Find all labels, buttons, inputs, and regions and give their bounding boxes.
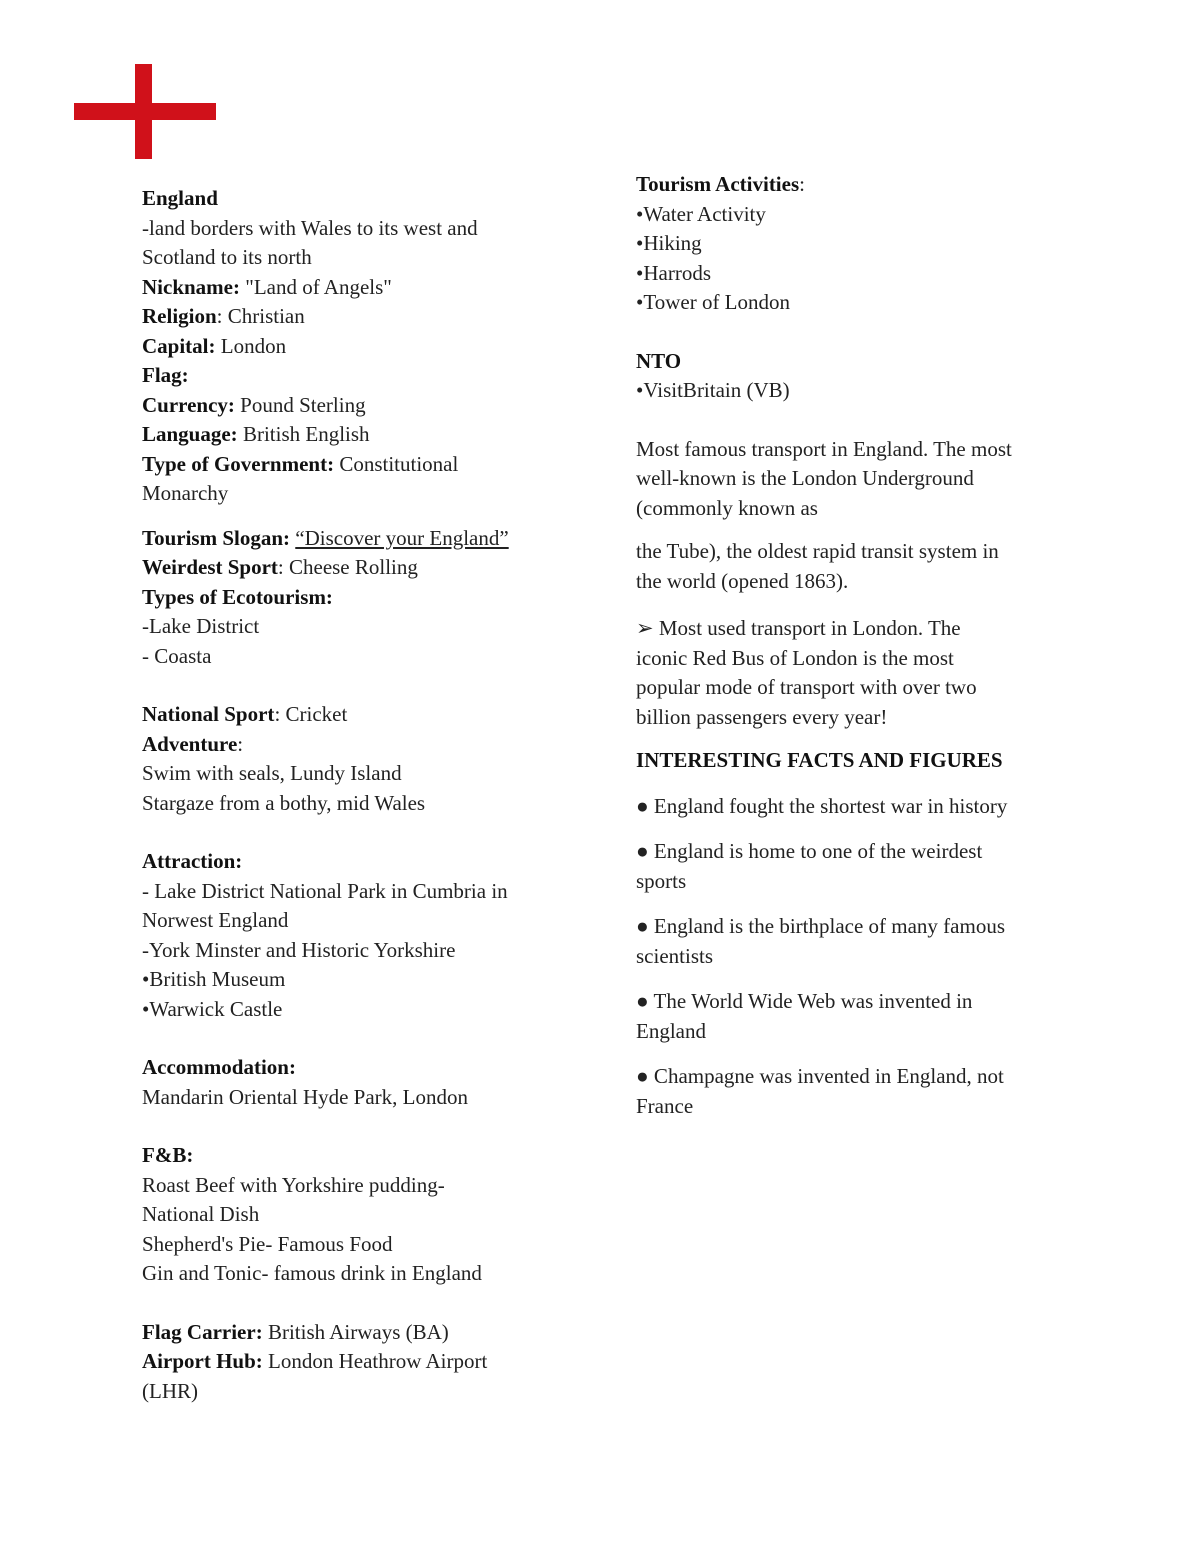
nto-heading: NTO bbox=[636, 348, 682, 373]
fact-item: ● England is home to one of the weirdest bbox=[636, 839, 983, 863]
ecotourism-item: - Coasta bbox=[142, 643, 212, 668]
attraction-item: -York Minster and Historic Yorkshire bbox=[142, 937, 456, 962]
adventure-item: Swim with seals, Lundy Island bbox=[142, 761, 402, 785]
fnb-heading: F&B: bbox=[142, 1143, 194, 1167]
fact-item: ● England fought the shortest war in history bbox=[636, 793, 1008, 818]
adventure-heading: Adventure: bbox=[142, 731, 244, 756]
transport-paragraph-1: (commonly known as bbox=[636, 495, 818, 520]
fact-item: ● England is the birthplace of many famous bbox=[636, 914, 1006, 938]
fact-item-cont: scientists bbox=[636, 943, 713, 968]
government-row-cont: Monarchy bbox=[142, 481, 229, 505]
transport-paragraph-3: billion passengers every year! bbox=[636, 704, 888, 729]
right-column bbox=[636, 170, 1076, 1121]
accommodation-heading: Accommodation: bbox=[142, 1055, 296, 1079]
activities-heading: Tourism Activities: bbox=[636, 172, 805, 196]
fact-item: ● The World Wide Web was invented in bbox=[636, 989, 973, 1013]
flag-carrier-row: Flag Carrier: British Airways (BA) bbox=[142, 1319, 449, 1344]
ecotourism-heading: Types of Ecotourism: bbox=[142, 584, 333, 609]
page-title: England bbox=[142, 186, 218, 210]
fact-item: ● Champagne was invented in England, not bbox=[636, 1064, 1004, 1088]
ecotourism-item: -Lake District bbox=[142, 614, 260, 638]
facts-heading: INTERESTING FACTS AND FIGURES bbox=[636, 748, 1003, 772]
capital-row: Capital: London bbox=[142, 333, 287, 358]
fact-item-cont: sports bbox=[636, 868, 687, 893]
borders-line-2: Scotland to its north bbox=[142, 245, 312, 269]
language-row: Language: British English bbox=[142, 422, 370, 446]
transport-paragraph-3: popular mode of transport with over two bbox=[636, 675, 977, 699]
fact-item-cont: France bbox=[636, 1093, 694, 1118]
transport-paragraph-2: the world (opened 1863). bbox=[636, 568, 849, 593]
borders-line-1: -land borders with Wales to its west and bbox=[142, 215, 478, 240]
attraction-item: •Warwick Castle bbox=[142, 996, 283, 1021]
airport-hub-row-cont: (LHR) bbox=[142, 1378, 198, 1403]
nto-item: •VisitBritain (VB) bbox=[636, 378, 790, 402]
slogan-row: Tourism Slogan: “Discover your England” bbox=[142, 525, 509, 550]
attraction-heading: Attraction: bbox=[142, 849, 243, 873]
left-column bbox=[142, 184, 582, 1406]
airport-hub-row: Airport Hub: London Heathrow Airport bbox=[142, 1349, 488, 1373]
government-row: Type of Government: Constitutional bbox=[142, 451, 459, 476]
transport-paragraph-1: Most famous transport in England. The most bbox=[636, 436, 1012, 461]
religion-row: Religion: Christian bbox=[142, 304, 305, 328]
activity-item: •Harrods bbox=[636, 260, 711, 285]
accommodation-value: Mandarin Oriental Hyde Park, London bbox=[142, 1084, 469, 1109]
activity-item: •Water Activity bbox=[636, 201, 766, 226]
fnb-item: National Dish bbox=[142, 1202, 260, 1226]
flag-row: Flag: bbox=[142, 363, 189, 387]
transport-paragraph-3: ➢ Most used transport in London. The bbox=[636, 616, 961, 640]
currency-row: Currency: Pound Sterling bbox=[142, 392, 366, 417]
national-sport-row: National Sport: Cricket bbox=[142, 702, 348, 726]
weirdest-sport-row: Weirdest Sport: Cheese Rolling bbox=[142, 555, 418, 579]
fnb-item: Roast Beef with Yorkshire pudding- bbox=[142, 1172, 445, 1197]
transport-paragraph-3: iconic Red Bus of London is the most bbox=[636, 645, 954, 670]
attraction-item: •British Museum bbox=[142, 967, 286, 991]
fnb-item: Gin and Tonic- famous drink in England bbox=[142, 1261, 482, 1285]
st-george-cross-icon bbox=[74, 64, 216, 159]
transport-paragraph-2: the Tube), the oldest rapid transit system in bbox=[636, 539, 999, 563]
fnb-item: Shepherd's Pie- Famous Food bbox=[142, 1231, 393, 1256]
adventure-item: Stargaze from a bothy, mid Wales bbox=[142, 790, 426, 815]
attraction-item: - Lake District National Park in Cumbria in bbox=[142, 878, 508, 903]
fact-item-cont: England bbox=[636, 1018, 706, 1043]
cross-horizontal-bar bbox=[74, 103, 216, 120]
transport-paragraph-1: well-known is the London Underground bbox=[636, 466, 974, 490]
activity-item: •Tower of London bbox=[636, 290, 791, 314]
nickname-row: Nickname: "Land of Angels" bbox=[142, 274, 392, 299]
attraction-item: Norwest England bbox=[142, 908, 289, 932]
activity-item: •Hiking bbox=[636, 231, 702, 255]
